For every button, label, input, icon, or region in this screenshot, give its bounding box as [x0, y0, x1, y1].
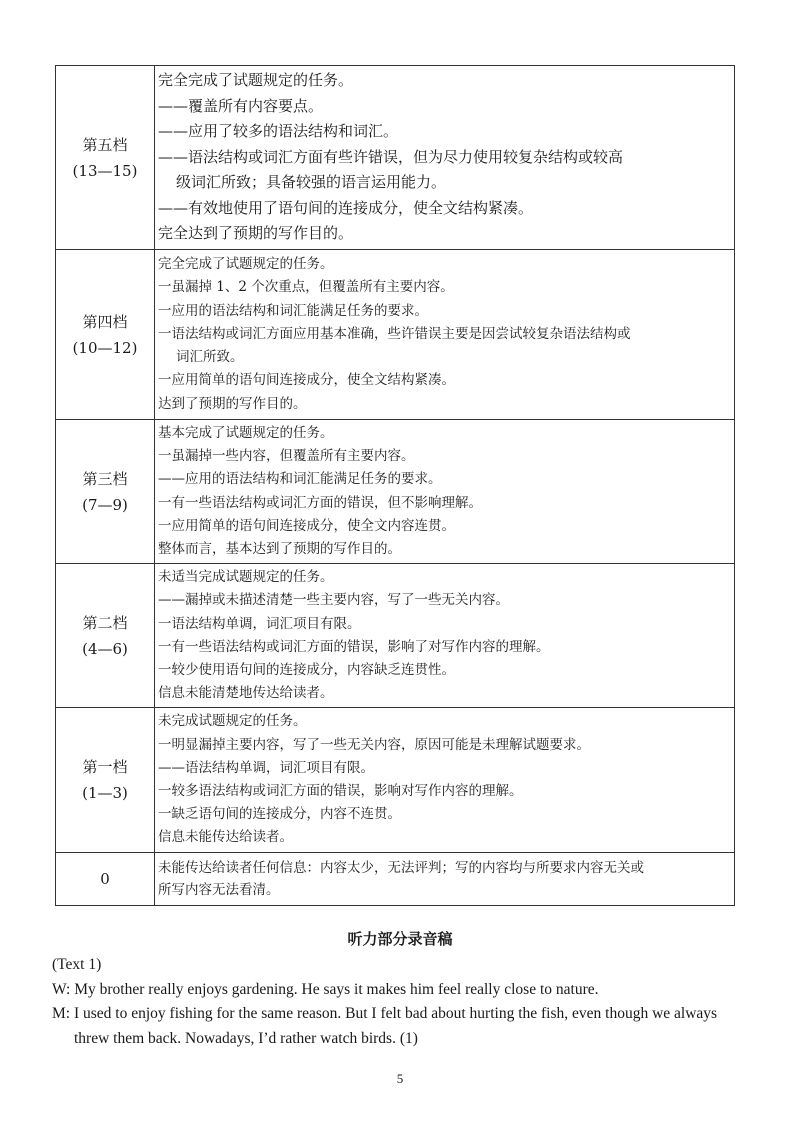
desc-line: 一应用简单的语句间连接成分，使全文内容连贯。	[158, 517, 455, 534]
desc-line: 一虽漏掉一些内容，但覆盖所有主要内容。	[158, 448, 415, 465]
band-description-cell	[155, 564, 735, 708]
band-name: 第三档	[82, 469, 128, 488]
rubric-row-band-0	[56, 852, 735, 905]
band-description-cell	[155, 250, 735, 420]
desc-line: 一应用的语法结构和词汇能满足任务的要求。	[158, 302, 428, 319]
desc-line: ——覆盖所有内容要点。	[158, 96, 324, 115]
band-level-cell	[56, 420, 155, 564]
desc-line: 一语法结构或词汇方面应用基本准确，些许错误主要是因尝试较复杂语法结构或	[158, 325, 631, 342]
band-description-cell	[155, 852, 735, 905]
band-description-cell	[155, 420, 735, 564]
band-name: 0	[100, 869, 110, 888]
desc-line: 一有一些语法结构或词汇方面的错误，但不影响理解。	[158, 494, 482, 511]
band-level-cell	[56, 250, 155, 420]
transcript-line-m-continued: threw them back. Nowadays, I’d rather watch birds. (1)	[74, 1029, 418, 1047]
band-level-cell	[56, 708, 155, 852]
band-description-cell	[155, 708, 735, 852]
desc-line: 所写内容无法看清。	[158, 881, 280, 898]
band-name: 第四档	[82, 312, 128, 331]
desc-line: 未完成试题规定的任务。	[158, 713, 307, 730]
transcript-line-w: W: My brother really enjoys gardening. He says it makes him feel really close to nature.	[52, 980, 599, 998]
listening-transcript	[52, 953, 752, 1051]
desc-line: 一缺乏语句间的连接成分，内容不连贯。	[158, 806, 401, 823]
desc-line: ——语法结构单调，词汇项目有限。	[158, 759, 374, 776]
band-range: (4—6)	[82, 639, 128, 658]
desc-line: 基本完成了试题规定的任务。	[158, 425, 334, 441]
desc-line: 信息未能清楚地传达给读者。	[158, 685, 334, 702]
band-level-cell	[56, 564, 155, 708]
rubric-row-band-3	[56, 420, 735, 564]
desc-line: 一语法结构单调，词汇项目有限。	[158, 615, 361, 632]
band-range: (13—15)	[72, 161, 138, 180]
rubric-row-band-1	[56, 708, 735, 852]
band-name: 第二档	[82, 613, 128, 632]
desc-line: 信息未能传达给读者。	[158, 829, 293, 846]
desc-line: 一虽漏掉 1、2 个次重点，但覆盖所有主要内容。	[158, 279, 454, 296]
band-range: (1—3)	[82, 784, 128, 803]
desc-line: 完全完成了试题规定的任务。	[158, 256, 334, 273]
desc-line: 完全完成了试题规定的任务。	[158, 71, 354, 90]
band-level-cell	[56, 852, 155, 905]
transcript-line-m: M: I used to enjoy fishing for the same reason. But I felt bad about hurting the fish, even though we always	[52, 1005, 718, 1022]
desc-line: 一较少使用语句间的连接成分，内容缺乏连贯性。	[158, 662, 455, 679]
band-range: (7—9)	[82, 495, 128, 514]
band-level-cell	[56, 66, 155, 250]
desc-line: ——有效地使用了语句间的连接成分，使全文结构紧凑。	[158, 198, 534, 217]
desc-line: 未适当完成试题规定的任务。	[158, 569, 334, 586]
desc-line: 一有一些语法结构或词汇方面的错误，影响了对写作内容的理解。	[158, 638, 550, 655]
rubric-row-band-4	[56, 250, 735, 420]
rubric-row-band-5	[56, 66, 735, 250]
band-name: 第五档	[82, 135, 128, 154]
desc-line: ——应用了较多的语法结构和词汇。	[158, 122, 399, 141]
band-name: 第一档	[82, 758, 128, 777]
page-number: 5	[396, 1071, 404, 1086]
transcript-text-label: (Text 1)	[52, 956, 102, 973]
desc-line: ——漏掉或未描述清楚一些主要内容，写了一些无关内容。	[158, 592, 509, 609]
desc-line: ——语法结构或词汇方面有些许错误，但为尽力使用较复杂结构或较高	[158, 147, 624, 166]
desc-line: 一较多语法结构或词汇方面的错误，影响对写作内容的理解。	[158, 783, 523, 800]
desc-line: 整体而言，基本达到了预期的写作目的。	[158, 541, 401, 558]
desc-line: ——应用的语法结构和词汇能满足任务的要求。	[158, 471, 442, 488]
desc-line: 级词汇所致；具备较强的语言运用能力。	[176, 173, 447, 192]
desc-line: 词汇所致。	[176, 349, 244, 366]
band-description-cell	[155, 66, 735, 250]
band-range: (10—12)	[72, 338, 138, 357]
scoring-rubric-table	[55, 65, 735, 906]
desc-line: 达到了预期的写作目的。	[158, 395, 307, 412]
desc-line: 一明显漏掉主要内容，写了一些无关内容，原因可能是未理解试题要求。	[158, 736, 590, 753]
desc-line: 完全达到了预期的写作目的。	[158, 224, 354, 243]
rubric-row-band-2	[56, 564, 735, 708]
desc-line: 未能传达给读者任何信息：内容太少，无法评判；写的内容均与所要求内容无关或	[158, 859, 644, 876]
desc-line: 一应用简单的语句间连接成分，使全文结构紧凑。	[158, 372, 455, 389]
section-title: 听力部分录音稿	[347, 930, 453, 948]
